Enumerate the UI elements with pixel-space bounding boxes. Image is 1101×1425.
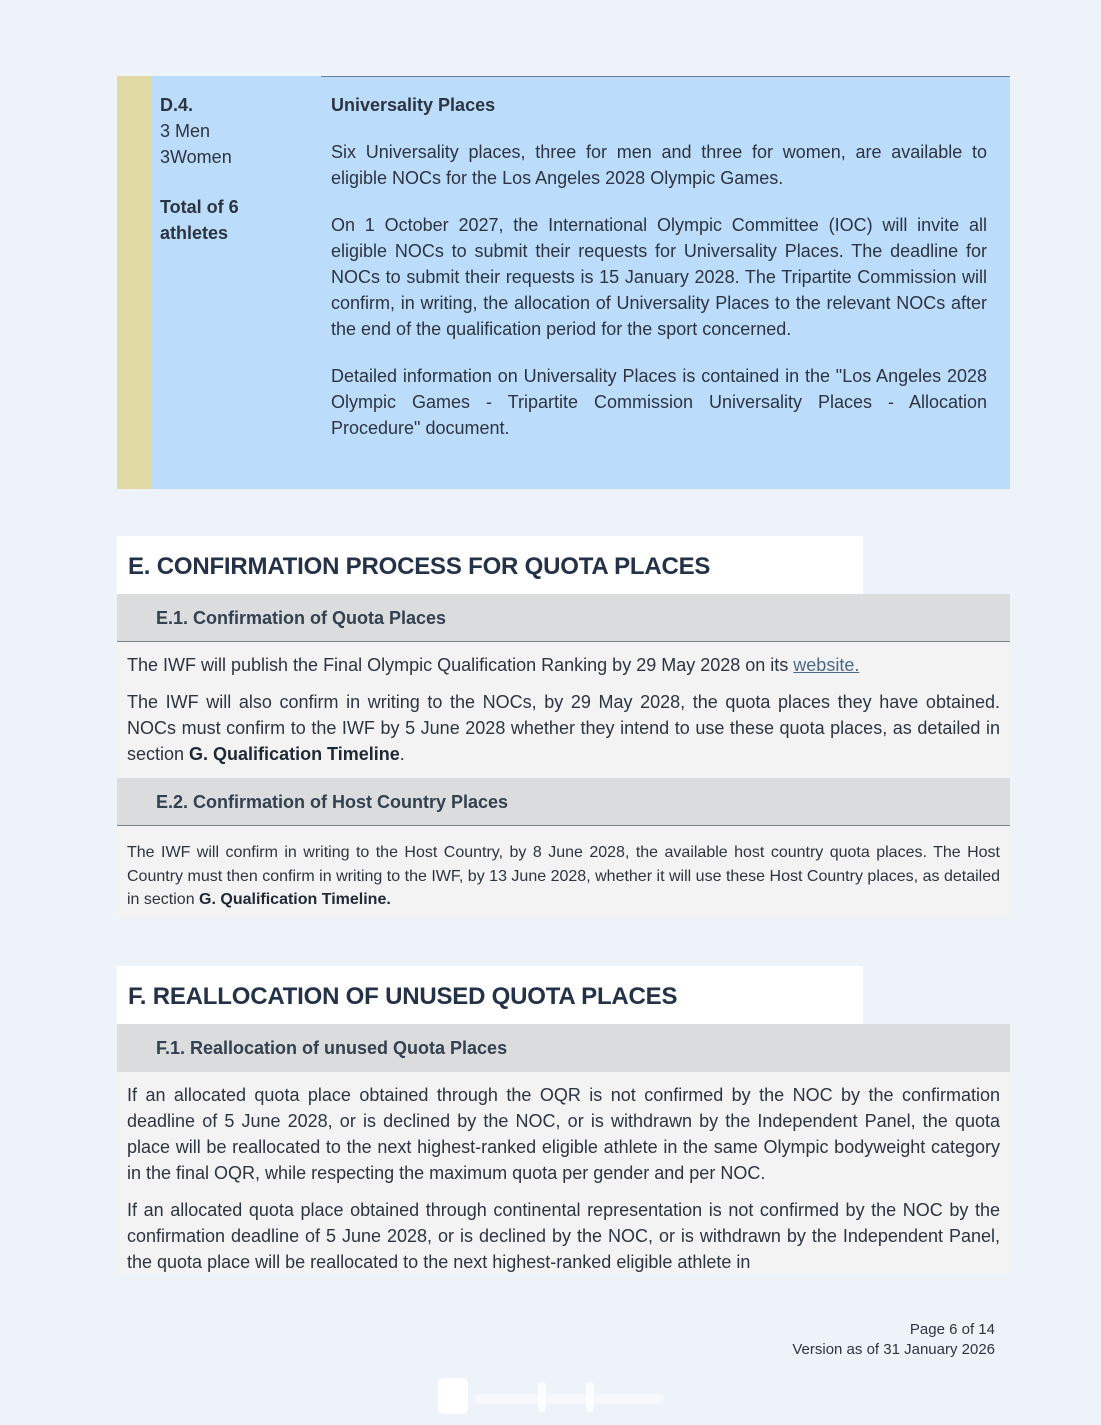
paragraph: If an allocated quota place obtained through the OQR is not confirmed by the NOC by the confirmation deadline of 5 June 2028, or is declined by the NOC, or is withdrawn by the Independent Panel, the quota place will be reallocated to the next highest-ranked eligible athlete in the same Olympic bodyweight category in the final OQR, while respecting the maximum quota per gender and per NOC. (127, 1085, 1000, 1183)
accent-stripe (117, 76, 151, 489)
paragraph (127, 652, 1000, 678)
scroll-track[interactable] (474, 1394, 664, 1404)
page-footer (792, 1320, 995, 1360)
paragraph-text: The IWF will also confirm in writing to the NOCs, by 29 May 2028, the quota places they have obtained. NOCs must confirm to the IWF by 5 June 2028 whether they intend to use these quota places, as detailed in section (127, 692, 1000, 764)
scroll-divider (538, 1382, 546, 1412)
women-count: 3Women (160, 147, 232, 167)
quota-summary (160, 92, 310, 246)
scroll-thumb[interactable] (438, 1378, 468, 1414)
total-line-1: Total of 6 (160, 197, 239, 217)
men-count: 3 Men (160, 121, 211, 141)
paragraph (127, 689, 1000, 767)
universality-places-block (117, 76, 1010, 489)
total-athletes (160, 194, 310, 246)
paragraph-text: The IWF will publish the Final Olympic Qualification Ranking by 29 May 2028 on its (127, 655, 794, 675)
divider-line (321, 76, 1010, 77)
section-f-title: F. REALLOCATION OF UNUSED QUOTA PLACES (117, 966, 863, 1024)
page-number: Page 6 of 14 (909, 1321, 995, 1338)
section-e-title: E. CONFIRMATION PROCESS FOR QUOTA PLACES (117, 536, 863, 594)
paragraph-end: . (399, 744, 405, 764)
total-line-2: athletes (160, 223, 229, 243)
timeline-reference[interactable]: G. Qualification Timeline (189, 744, 400, 764)
subsection-e1-body (117, 643, 1010, 777)
subsection-e1-title: E.1. Confirmation of Quota Places (117, 594, 1010, 642)
scroll-divider (586, 1382, 594, 1412)
page-scroll-controls[interactable] (434, 1376, 666, 1416)
paragraph: On 1 October 2027, the International Olympic Committee (IOC) will invite all eligible NOCs to submit their requests for Universality Places. The deadline for NOCs to submit their requests is 15 January 2028. The Tripartite Commission will confirm, in writing, the allocation of Universality Places to the relevant NOCs after the end of the qualification period for the sport concerned. (331, 215, 987, 339)
paragraph: Six Universality places, three for men and three for women, are available to eligible NOCs for the Los Angeles 2028 Olympic Games. (331, 142, 987, 188)
timeline-reference[interactable]: G. Qualification Timeline. (199, 891, 391, 908)
paragraph (127, 841, 1000, 912)
subsection-e2-body (117, 827, 1010, 918)
paragraph: If an allocated quota place obtained through continental representation is not confirmed by the NOC by the confirmation deadline of 5 June 2028, or is declined by the NOC, or is withdrawn by the Independent Panel, the quota place will be reallocated to the next highest-ranked eligible athlete in (127, 1200, 1000, 1272)
paragraph: Detailed information on Universality Places is contained in the "Los Angeles 2028 Olympic Games - Tripartite Commission Universality Places - Allocation Procedure" document. (331, 366, 987, 438)
subsection-f1-title: F.1. Reallocation of unused Quota Places (117, 1024, 1010, 1072)
section-code: D.4. (160, 95, 194, 115)
website-link[interactable]: website. (793, 655, 860, 675)
universality-title: Universality Places (331, 95, 496, 115)
subsection-f1-body (117, 1072, 1010, 1274)
paragraph-text: The IWF will confirm in writing to the Host Country, by 8 June 2028, the available host country quota places. The Host Country must then confirm in writing to the IWF, by 13 June 2028, whether it will use these Host Country places, as detailed in section (127, 844, 1000, 908)
universality-description (331, 92, 987, 462)
subsection-e2-title: E.2. Confirmation of Host Country Places (117, 778, 1010, 826)
version-date: Version as of 31 January 2026 (792, 1341, 995, 1358)
